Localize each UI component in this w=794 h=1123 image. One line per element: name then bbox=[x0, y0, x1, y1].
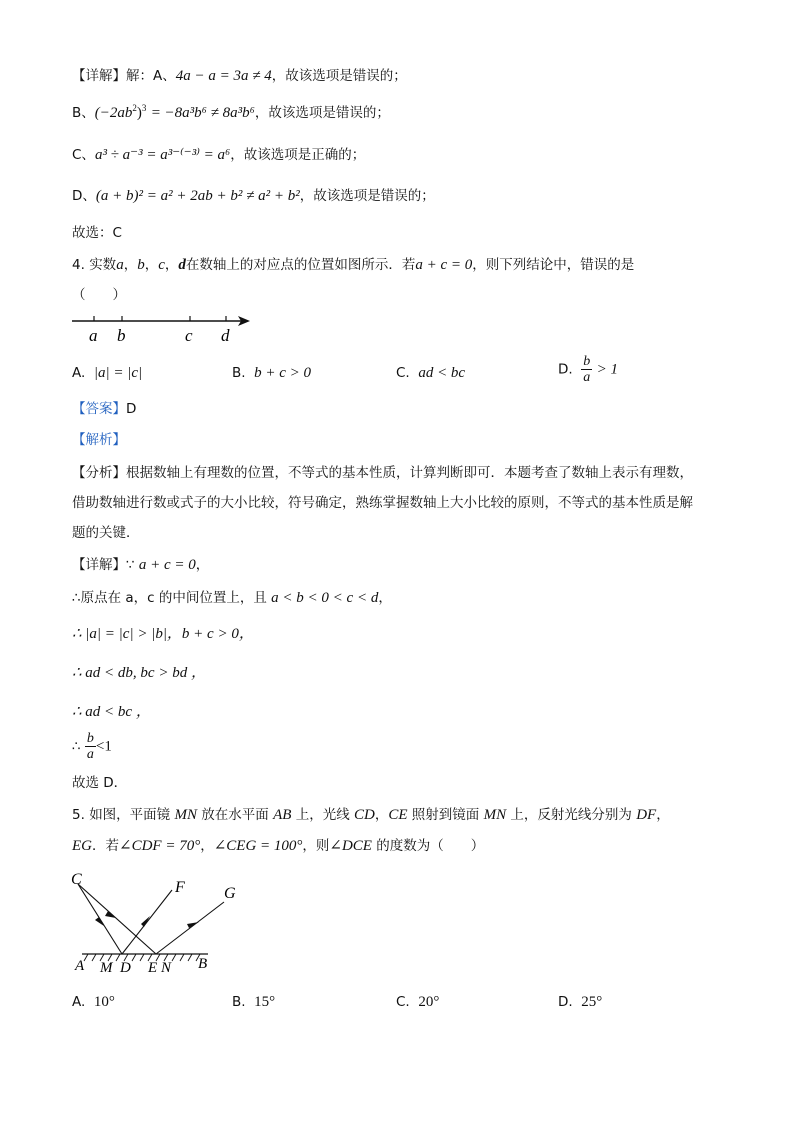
label-d: D bbox=[120, 960, 131, 976]
mirror-reflection-figure bbox=[68, 868, 248, 976]
q4-option-b: B. b + c > 0 bbox=[232, 365, 312, 381]
q5-stem-line-2: EG．若∠CDF = 70°，∠CEG = 100°，则∠DCE 的度数为（ ） bbox=[72, 838, 485, 854]
q4-option-d: D. $\frac{b}{a}$ > 1 bbox=[558, 354, 618, 385]
arrow-df bbox=[141, 916, 150, 927]
ray-ce bbox=[78, 884, 156, 954]
q4-analysis-tag: 【解析】 bbox=[72, 432, 126, 448]
q5-option-d: D. 25° bbox=[558, 994, 603, 1010]
q5-option-c: C. 20° bbox=[396, 994, 440, 1010]
label-g: G bbox=[224, 885, 236, 902]
q4-step-3: ∴ ad < db, bc > bd ， bbox=[72, 665, 206, 681]
ray-df bbox=[122, 890, 172, 954]
label-b: B bbox=[198, 956, 208, 972]
label-m: M bbox=[100, 960, 113, 976]
ray-eg bbox=[156, 902, 224, 954]
q4-analysis-line-2: 借助数轴进行数或式子的大小比较，符号确定，熟练掌握数轴上大小比较的原则，不等式的基本性质是解 bbox=[72, 495, 693, 511]
axis-label-a: a bbox=[89, 326, 98, 345]
q4-stem: 4. 实数a，b，c，d在数轴上的对应点的位置如图所示．若a + c = 0，则下列结论中，错误的是 bbox=[72, 257, 635, 273]
q4-step-2: ∴ |a| = |c| > |b|，b + c > 0， bbox=[72, 626, 254, 642]
q4-detail-since: 【详解】∵ a + c = 0， bbox=[72, 557, 210, 573]
axis-label-c: c bbox=[185, 326, 193, 345]
q4-blank: （ ） bbox=[72, 287, 126, 303]
number-line-figure bbox=[66, 308, 266, 350]
arrow-cd bbox=[95, 917, 104, 926]
label-n: N bbox=[161, 960, 172, 976]
q4-step-5: ∴ $\frac{b}{a}$ <1 bbox=[72, 731, 112, 762]
q4-step-4: ∴ ad < bc ， bbox=[72, 704, 151, 720]
q3-detail-b: B、$(-2ab^2)^3 = -8a^3b^6 \ne 8a^3b^6$，故该选项是错误的； bbox=[72, 103, 390, 121]
label-a: A bbox=[75, 958, 85, 974]
q4-answer: 【答案】D bbox=[72, 401, 137, 417]
q5-option-b: B. 15° bbox=[232, 994, 276, 1010]
label-f: F bbox=[175, 879, 185, 896]
q4-choice: 故选 D． bbox=[72, 775, 128, 791]
q4-option-a: A. |a| = |c| bbox=[72, 365, 143, 381]
q4-step-1: ∴原点在 a，c 的中间位置上，且 a < b < 0 < c < d， bbox=[72, 590, 392, 606]
arrow-ce bbox=[105, 911, 116, 918]
label-e: E bbox=[148, 960, 158, 976]
q3-choice: 故选：C bbox=[72, 225, 122, 241]
q3-detail-c: C、a³ ÷ a⁻³ = a³⁻⁽⁻³⁾ = a⁶，故该选项是正确的； bbox=[72, 147, 366, 163]
q5-stem-line-1: 5. 如图，平面镜 MN 放在水平面 AB 上，光线 CD，CE 照射到镜面 MN 上，反射光线分别为 DF， bbox=[72, 807, 670, 823]
axis-label-d: d bbox=[221, 326, 230, 345]
q4-analysis-line-1: 【分析】根据数轴上有理数的位置，不等式的基本性质，计算判断即可．本题考查了数轴上表示有理数， bbox=[72, 465, 693, 481]
axis-label-b: b bbox=[117, 326, 126, 345]
q3-detail-a: 【详解】解：A、4a − a = 3a ≠ 4，故该选项是错误的； bbox=[72, 68, 407, 84]
q4-option-c: C. ad < bc bbox=[396, 365, 466, 381]
q4-analysis-line-3: 题的关键． bbox=[72, 525, 140, 541]
arrow-eg bbox=[187, 922, 199, 928]
q3-detail-d: D、(a + b)² = a² + 2ab + b² ≠ a² + b²，故该选项是错误的； bbox=[72, 188, 435, 204]
q5-option-a: A. 10° bbox=[72, 994, 115, 1010]
label-c: C bbox=[71, 871, 82, 888]
